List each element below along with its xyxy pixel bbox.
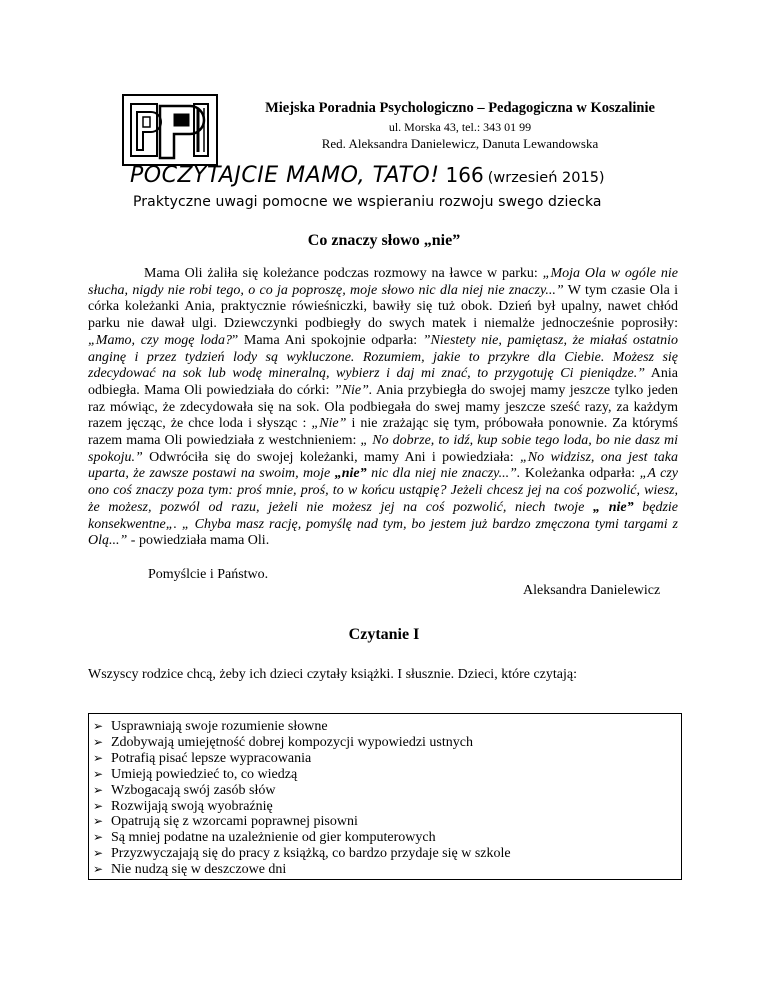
arrow-bullet-icon: ➢ (93, 846, 104, 861)
list-item-text: Umieją powiedzieć to, co wiedzą (111, 766, 298, 782)
list-item-text: Opatrują się z wzorcami poprawnej pisowni (111, 814, 358, 830)
benefits-list (89, 714, 681, 878)
list-item (93, 783, 681, 799)
list-item-text: Wzbogacają swój zasób słów (111, 782, 276, 798)
arrow-bullet-icon: ➢ (93, 719, 104, 733)
list-item-text: Rozwijają swoją wyobraźnię (111, 798, 273, 814)
arrow-bullet-icon: ➢ (93, 814, 104, 829)
list-item (93, 846, 681, 862)
issue-date: (wrzesień 2015) (487, 170, 605, 186)
list-item (93, 719, 681, 735)
list-item-text: Nie nudzą się w deszczowe dni (111, 862, 287, 878)
institution-name: Miejska Poradnia Psychologiczno – Pedagogiczna w Koszalinie (265, 100, 655, 116)
section-title: Czytanie I (348, 626, 420, 643)
list-item-text: Przyzwyczajają się do pracy z książką, co bardzo przydaje się w szkole (111, 846, 511, 862)
article-author: Aleksandra Danielewicz (523, 583, 661, 598)
institution-address: ul. Morska 43, tel.: 343 01 99 (388, 120, 532, 134)
list-item (93, 830, 681, 846)
arrow-bullet-icon: ➢ (93, 766, 104, 781)
benefits-box (88, 713, 682, 880)
arrow-bullet-icon: ➢ (93, 830, 104, 845)
closing-line: Pomyślcie i Państwo. (148, 567, 269, 582)
newsletter-masthead (130, 163, 605, 188)
newsletter-subtitle: Praktyczne uwagi pomocne we wspieraniu rozwoju swego dziecka (133, 194, 602, 210)
list-item (93, 751, 681, 767)
list-item-text: Usprawniają swoje rozumienie słowne (111, 719, 328, 734)
article-body: Mama Oli żaliła się koleżance podczas rozmowy na ławce w parku: „Moja Ola w ogóle nie słucha, nigdy nie robi tego, o co ja poproszę, moje słowo nic dla niej nie znaczy...” W tym czasie Ola i córka koleżanki Ania, praktycznie rówieśniczki, bawiły się tuż obok. Dzień był upalny, nawet chłód parku nie dawał ulgi. Dziewczynki podbiegły do swych matek i niemalże jednocześnie poprosiły: „Mamo, czy mogę loda?” Mama Ani spokojnie odparła: ”Niestety nie, pamiętasz, że miałaś ostatnio anginę i przez tydzień lody są wykluczone. Rozumiem, jakie to przykre dla Ciebie. Możesz się zdecydować na sok lub wodę mineralną, wybierz i daj mi znać, to przygotuję Ci pieniądze.” Ania odbiegła. Mama Oli powiedziała do córki: ”Nie”. Ania przybiegła do swojej mamy jeszcze tylko jeden raz mówiąc, że zdecydowała się na sok. Ola podbiegała do swej mamy jeszcze sześć razy, za każdym razem jęcząc, że chce loda i słysząc : „Nie” i nie zrażając się tym, próbowała ponownie. Za którymś razem mama Oli powiedziała z westchnieniem: „ No dobrze, to idź, kup sobie tego loda, bo nie dasz mi spokoju.” Odwróciła się do swojej koleżanki, mamy Ani i powiedziała: „No widzisz, ona jest taka uparta, że zawsze postawi na swoim, moje „nie” nic dla niej nie znaczy...”. Koleżanka odparła: „A czy ono coś znaczy poza tym: proś mnie, proś, to w końcu ustąpię? Jeżeli chcesz jej na coś pozwolić, wiesz, że możesz, pozwól od razu, jeżeli nie możesz jej na coś pozwolić, niech twoje „ nie” będzie konsekwentne„. „ Chyba masz rację, pomyślę nad tym, bo jestem już bardzo zmęczona tymi targami z Olą...” - powiedziała mama Oli. (88, 266, 679, 549)
list-item-text: Zdobywają umiejętność dobrej kompozycji wypowiedzi ustnych (111, 734, 473, 750)
list-item (93, 735, 681, 751)
list-item (93, 799, 681, 815)
arrow-bullet-icon: ➢ (93, 734, 104, 749)
list-item (93, 814, 681, 830)
newsletter-name: POCZYTAJCIE MAMO, TATO! (130, 163, 440, 188)
issue-number: 166 (445, 163, 484, 187)
arrow-bullet-icon: ➢ (93, 782, 104, 797)
arrow-bullet-icon: ➢ (93, 798, 104, 813)
list-item (93, 862, 681, 878)
pp-logo-icon (122, 94, 218, 166)
editors-line: Red. Aleksandra Danielewicz, Danuta Lewandowska (321, 136, 599, 151)
list-item (93, 767, 681, 783)
arrow-bullet-icon: ➢ (93, 750, 104, 765)
list-item-text: Są mniej podatne na uzależnienie od gier komputerowych (111, 830, 436, 846)
section-intro: Wszyscy rodzice chcą, żeby ich dzieci czytały książki. I słusznie. Dzieci, które czytają: (88, 667, 577, 682)
article-title: Co znaczy słowo „nie” (307, 232, 461, 249)
arrow-bullet-icon: ➢ (93, 862, 104, 877)
list-item-text: Potrafią pisać lepsze wypracowania (111, 750, 312, 766)
